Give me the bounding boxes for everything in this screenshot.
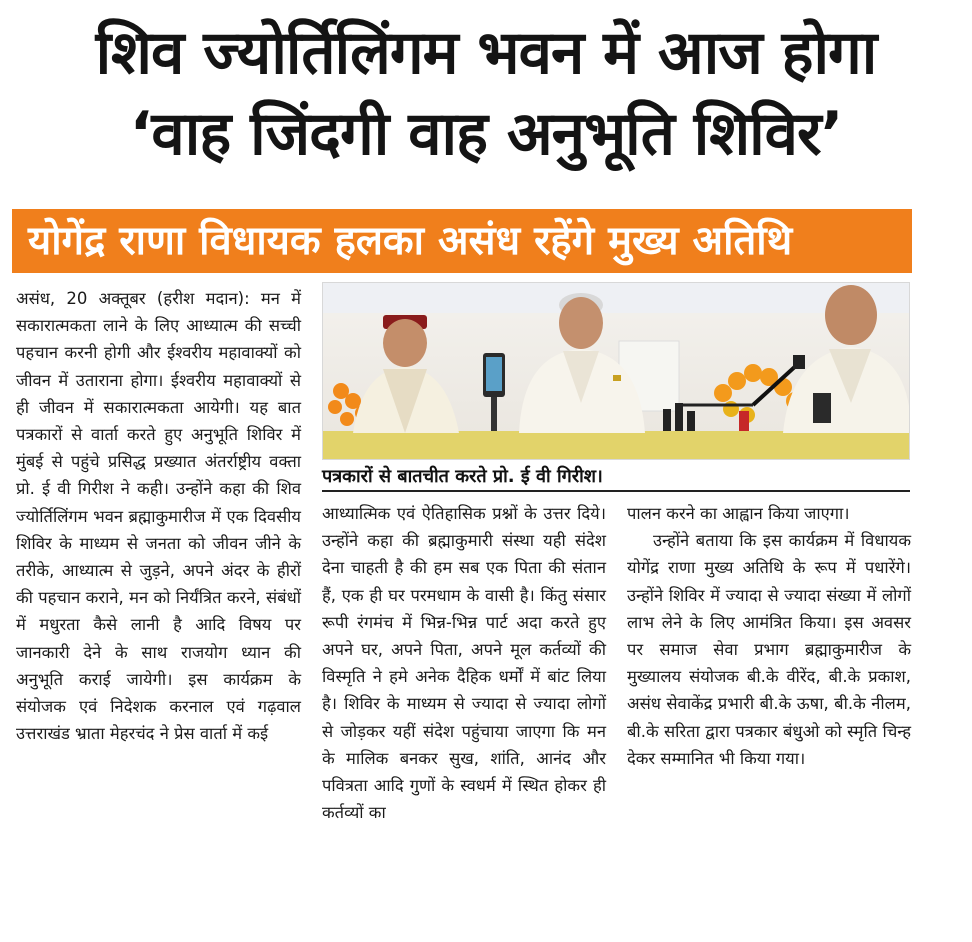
- column-3-paragraph-1: पालन करने का आह्वान किया जाएगा।: [627, 504, 850, 523]
- article-column-1: [16, 285, 301, 747]
- headline-line-2: ‘वाह जिंदगी वाह अनुभूति शिविर’: [129, 99, 843, 169]
- article-column-2: [322, 500, 606, 826]
- photo-caption: पत्रकारों से बातचीत करते प्रो. ई वी गिरीश।: [322, 462, 910, 492]
- headline-line-1: शिव ज्योर्तिलिंगम भवन में आज होगा: [95, 18, 877, 88]
- back-wall: [323, 283, 910, 313]
- column-1-paragraph: असंध, 20 अक्तूबर (हरीश मदान): मन में सकारात्मकता लाने के लिए आध्यात्म की सच्ची पहचान करनी होगी और ईश्वरीय महावाक्यों को जीवन में उताराना होगा। ईश्वरीय महावाक्यों से ही जीवन में सकारात्मकता आयेगी। यह बात पत्रकारों से वार्ता करते हुए अनुभूति शिविर में मुंबई से पहुंचे प्रसिद्ध प्रख्यात अंतर्राष्ट्रीय वक्ता प्रो. ई वी गिरीश ने कही। उन्होंने कहा की शिव ज्योर्तिलिंगम भवन ब्रह्माकुमारीज में एक दिवसीय शिविर के माध्यम से जनता को जीवन जीने के तरीके, आध्यात्म से जुड़ने, अपने अंदर के हीरों की पहचान कराने, मन को निर्यंत्रित करने, संबंधों में मधुरता कैसे लानी है आदि विषय पर जानकारी देने के साथ राजयोग ध्यान की अनुभूति कराई जायेगी। इस कार्यक्रम के संयोजक एवं निदेशक करनाल एवं गढ़वाल उत्तराखंड भ्राता मेहरचंद ने प्रेस वार्ता में कई: [16, 289, 301, 744]
- article-column-3: [627, 500, 911, 772]
- column-3-paragraph-2: उन्होंने बताया कि इस कार्यक्रम में विधायक योगेंद्र राणा मुख्य अतिथि के रूप में पधारेंगे। उन्होंने शिविर में ज्यादा से ज्यादा संख्या में लोगों लाभ लेने के लिए आमंत्रित किया। इस अवसर पर समाज सेवा प्रभाग ब्रह्माकुमारीज के मुख्यालय संयोजक बी.के वीरेंद, बी.के प्रकाश, असंध सेवाकेंद्र प्रभारी बी.के ऊषा, बी.के नीलम, बी.के सरिता द्वारा पत्रकार बंधुओ को स्मृति चिन्ह देकर सम्मानित भी किया गया।: [627, 531, 911, 768]
- table: [323, 431, 910, 460]
- photo-illustration: [323, 283, 910, 460]
- subheadline-banner: योगेंद्र राणा विधायक हलका असंध रहेंगे मुख्य अतिथि: [12, 209, 912, 273]
- press-conference-photo: [322, 282, 910, 460]
- column-2-paragraph: आध्यात्मिक एवं ऐतिहासिक प्रश्नों के उत्तर दिये। उन्होंने कहा की ब्रह्माकुमारी संस्था यही संदेश देना चाहती है की हम सब एक पिता की संतान हैं, एक ही घर परमधाम के वासी है। किंतु संसार रूपी रंगमंच में भिन्न-भिन्न पार्ट अदा करते हुए अपने घर, अपने पिता, अपने मूल कर्तव्यों की विस्मृति ने हमे अनेक दैहिक धर्मों में बांट लिया है। शिविर के माध्यम से ज्यादा से ज्यादा लोगों से जोड़कर यहीं संदेश पहुंचाया जाएगा कि मन के मालिक बनकर सुख, शांति, आनंद और पवित्रता आदि गुणों के स्वधर्म में स्थित होकर ही कर्तव्यों का: [322, 504, 606, 823]
- headline: [0, 12, 972, 174]
